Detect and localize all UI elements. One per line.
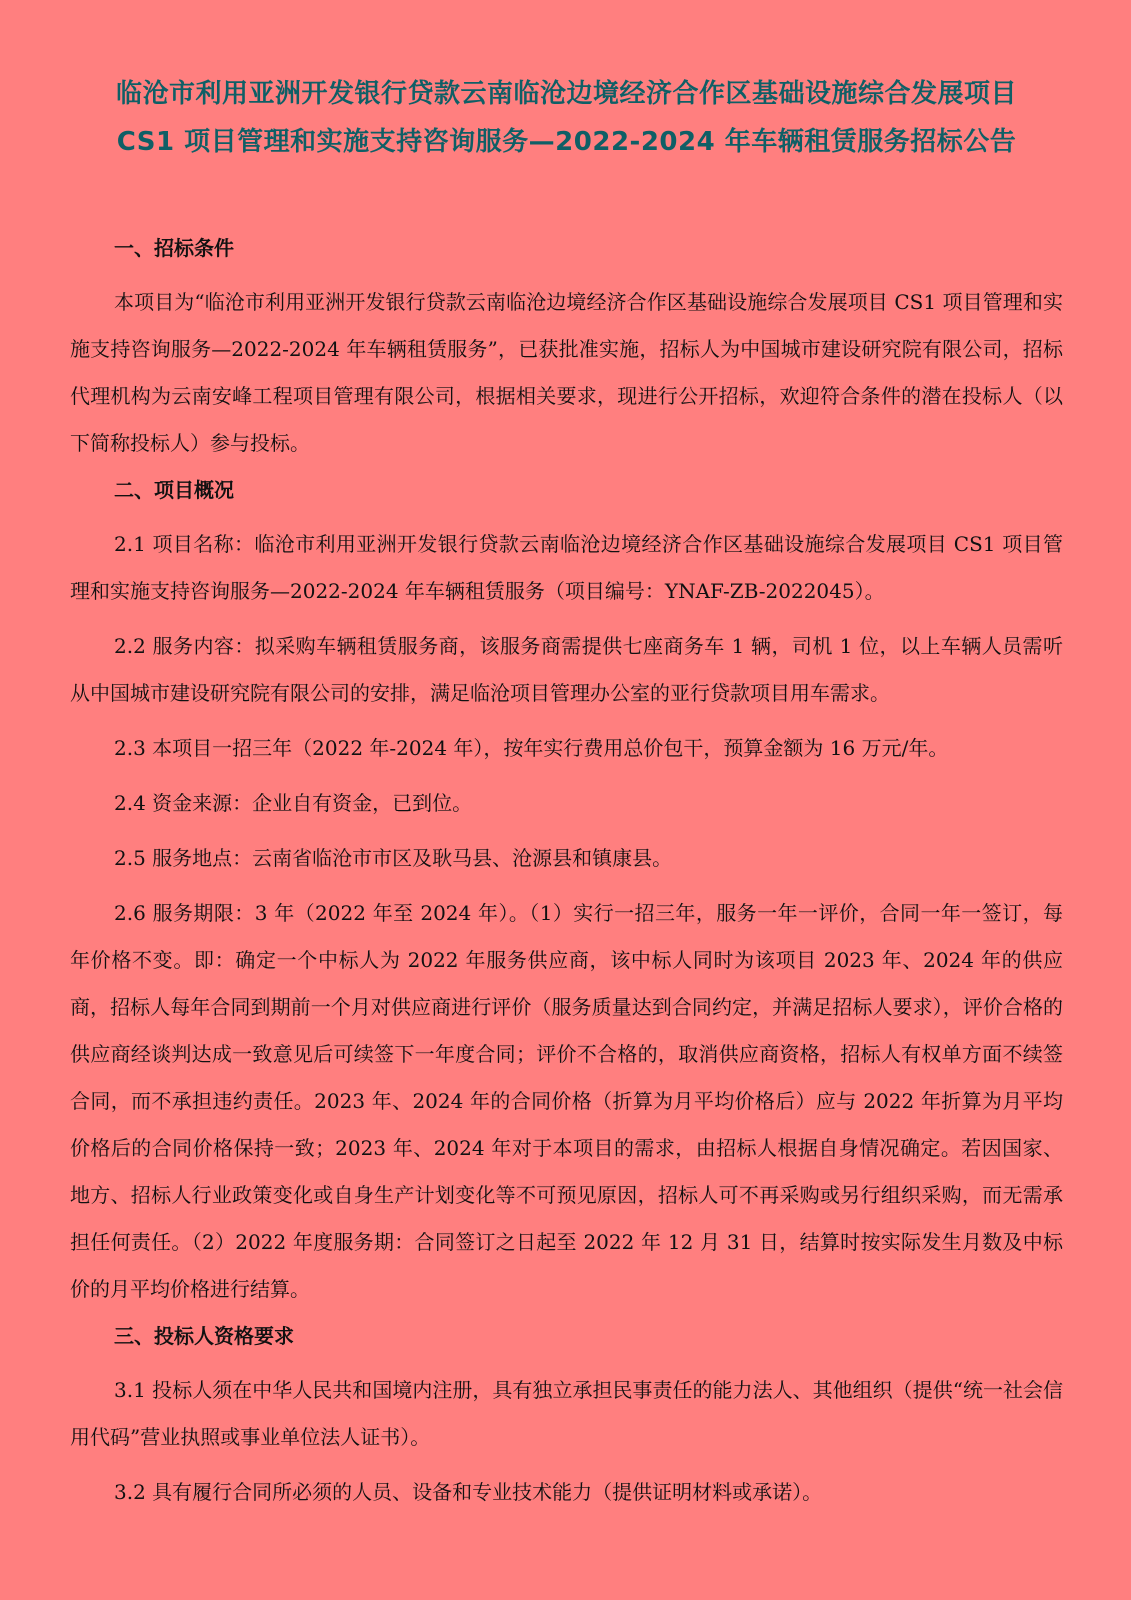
registration-requirement-paragraph: 3.1 投标人须在中华人民共和国境内注册，具有独立承担民事责任的能力法人、其他组织（提供“统一社会信用代码”营业执照或事业单位法人证书）。 (70, 1378, 1063, 1449)
service-location-paragraph: 2.5 服务地点：云南省临沧市市区及耿马县、沧源县和镇康县。 (114, 846, 673, 870)
document-title-line-1: 临沧市利用亚洲开发银行贷款云南临沧边境经济合作区基础设施综合发展项目 (115, 79, 1017, 109)
bidding-conditions-paragraph: 本项目为“临沧市利用亚洲开发银行贷款云南临沧边境经济合作区基础设施综合发展项目 CS1 项目管理和实施支持咨询服务—2022-2024 年车辆租赁服务”，已获批准实施，招标人为中国城市建设研究院有限公司，招标代理机构为云南安峰工程项目管理有限公司，根据相关要求，现进行公开招标，欢迎符合条件的潜在投标人（以下简称投标人）参与投标。 (70, 290, 1063, 455)
service-period-paragraph: 2.6 服务期限：3 年（2022 年至 2024 年）。（1）实行一招三年，服务一年一评价，合同一年一签订，每年价格不变。即：确定一个中标人为 2022 年服务供应商，该中标人同时为该项目 2023 年、2024 年的供应商，招标人每年合同到期前一个月对供应商进行评价（服务质量达到合同约定，并满足招标人要求），评价合格的供应商经谈判达成一致意见后可续签下一年度合同；评价不合格的，取消供应商资格，招标人有权单方面不续签合同，而不承担违约责任。2023 年、2024 年的合同价格（折算为月平均价格后）应与 2022 年折算为月平均价格后的合同价格保持一致；2023 年、2024 年对于本项目的需求，由招标人根据自身情况确定。若因国家、地方、招标人行业政策变化或自身生产计划变化等不可预见原因，招标人可不再采购或另行组织采购，而无需承担任何责任。（2）2022 年度服务期：合同签订之日起至 2022 年 12 月 31 日，结算时按实际发生月数及中标价的月平均价格进行结算。 (70, 901, 1063, 1301)
funding-source-paragraph: 2.4 资金来源：企业自有资金，已到位。 (114, 791, 473, 815)
document-title-line-2: CS1 项目管理和实施支持咨询服务—2022-2024 年车辆租赁服务招标公告 (116, 127, 1017, 157)
capability-requirement-paragraph: 3.2 具有履行合同所必须的人员、设备和专业技术能力（提供证明材料或承诺）。 (114, 1480, 823, 1504)
section-heading-project-overview: 二、项目概况 (114, 478, 234, 502)
section-heading-bidder-qualifications: 三、投标人资格要求 (114, 1324, 294, 1348)
document-body (70, 233, 1063, 1516)
budget-paragraph: 2.3 本项目一招三年（2022 年-2024 年），按年实行费用总价包干，预算金额为 16 万元/年。 (114, 736, 949, 760)
service-content-paragraph: 2.2 服务内容：拟采购车辆租赁服务商，该服务商需提供七座商务车 1 辆，司机 1 位，以上车辆人员需听从中国城市建设研究院有限公司的安排，满足临沧项目管理办公室的亚行贷款项目用车需求。 (70, 634, 1063, 705)
section-heading-bidding-conditions: 一、招标条件 (114, 236, 234, 260)
project-name-paragraph: 2.1 项目名称：临沧市利用亚洲开发银行贷款云南临沧边境经济合作区基础设施综合发展项目 CS1 项目管理和实施支持咨询服务—2022-2024 年车辆租赁服务（项目编号：YNAF-ZB-2022045）。 (70, 532, 1063, 603)
document-title (70, 70, 1063, 166)
